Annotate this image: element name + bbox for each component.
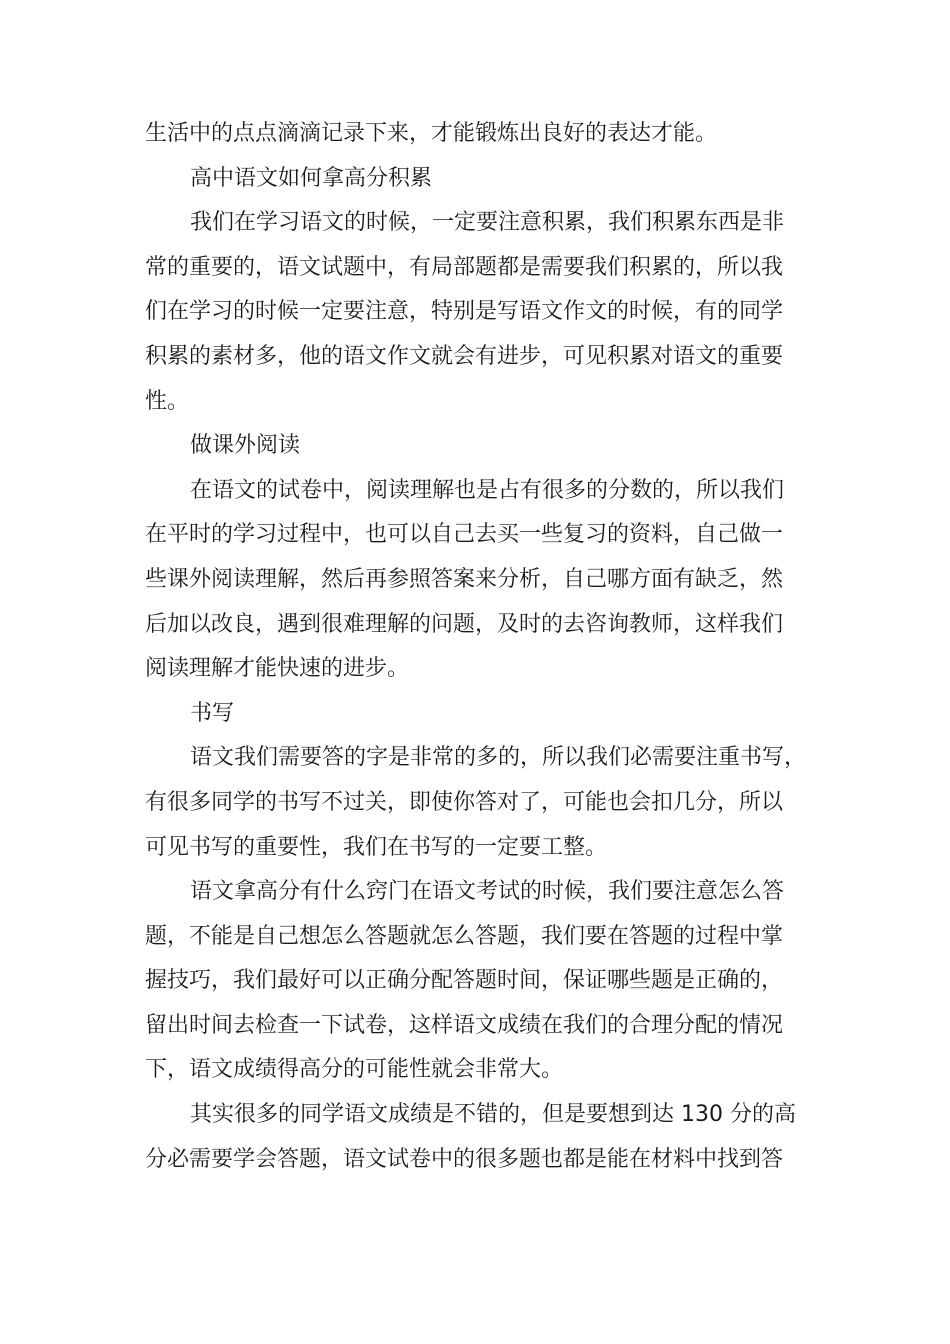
paragraph-line: 常的重要的，语文试题中，有局部题都是需要我们积累的，所以我 (145, 254, 784, 280)
paragraph-line: 有很多同学的书写不过关，即使你答对了，可能也会扣几分，所以 (145, 789, 784, 815)
section-heading-accumulation: 高中语文如何拿高分积累 (190, 165, 433, 191)
paragraph-line: 们在学习的时候一定要注意，特别是写语文作文的时候，有的同学 (145, 299, 784, 325)
paragraph-line: 题，不能是自己想怎么答题就怎么答题，我们要在答题的过程中掌 (145, 923, 784, 949)
paragraph-line: 些课外阅读理解，然后再参照答案来分析，自己哪方面有缺乏，然 (145, 566, 784, 592)
paragraph-line: 可见书写的重要性，我们在书写的一定要工整。 (145, 834, 608, 860)
paragraph-line: 分必需要学会答题，语文试卷中的很多题也都是能在材料中找到答 (145, 1146, 784, 1172)
paragraph-line: 阅读理解才能快速的进步。 (145, 656, 410, 682)
paragraph-line: 我们在学习语文的时候，一定要注意积累，我们积累东西是非 (190, 210, 785, 236)
paragraph-line: 生活中的点点滴滴记录下来，才能锻炼出良好的表达才能。 (145, 121, 718, 146)
paragraph-line: 积累的素材多，他的语文作文就会有进步，可见积累对语文的重要 (145, 343, 784, 369)
paragraph-line: 握技巧，我们最好可以正确分配答题时间，保证哪些题是正确的， (145, 968, 784, 994)
paragraph-line: 语文拿高分有什么窍门在语文考试的时候，我们要注意怎么答 (190, 879, 785, 905)
paragraph-line: 语文我们需要答的字是非常的多的，所以我们必需要注重书写， (190, 745, 807, 771)
paragraph-line: 性。 (145, 388, 190, 414)
paragraph-line: 在语文的试卷中，阅读理解也是占有很多的分数的，所以我们 (190, 477, 785, 503)
paragraph-line: 在平时的学习过程中，也可以自己去买一些复习的资料，自己做一 (145, 522, 784, 548)
paragraph-line: 下，语文成绩得高分的可能性就会非常大。 (145, 1057, 564, 1083)
paragraph-line: 留出时间去检查一下试卷，这样语文成绩在我们的合理分配的情况 (145, 1012, 784, 1038)
section-heading-writing: 书写 (190, 700, 235, 726)
paragraph-line: 其实很多的同学语文成绩是不错的，但是要想到达 130 分的高 (190, 1102, 796, 1128)
paragraph-line: 后加以改良，遇到很难理解的问题，及时的去咨询教师，这样我们 (145, 611, 784, 637)
document-body (145, 112, 825, 1182)
section-heading-extracurricular-reading: 做课外阅读 (190, 433, 301, 459)
